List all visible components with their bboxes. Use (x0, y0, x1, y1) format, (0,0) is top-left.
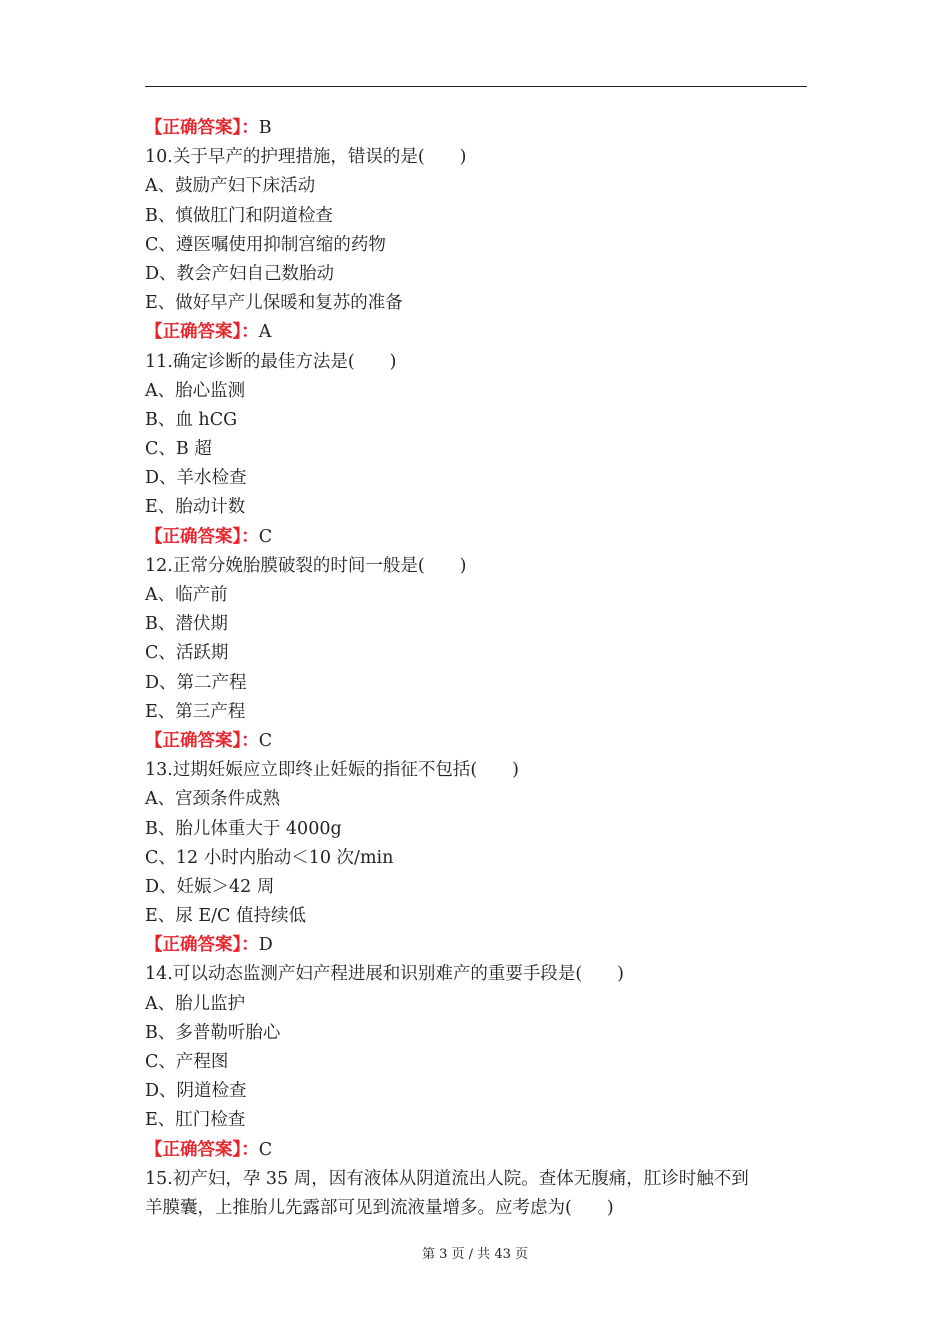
question-text-line: C、遵医嘱使用抑制宫缩的药物 (145, 234, 386, 255)
correct-answer-line (145, 1136, 807, 1165)
correct-answer-label: 【正确答案】 (145, 322, 242, 343)
question-text-line: 11.确定诊断的最佳方法是( ) (145, 351, 397, 372)
correct-answer-value: C (258, 730, 273, 751)
correct-answer-colon: ： (241, 526, 259, 547)
correct-answer-line (145, 114, 807, 143)
question-text-line: E、胎动计数 (145, 497, 246, 518)
question-text-line: C、B 超 (145, 439, 212, 460)
correct-answer-value: D (258, 935, 273, 956)
question-text-line: B、血 hCG (145, 409, 238, 430)
question-text-line: E、肛门检查 (145, 1110, 246, 1131)
question-text-line: E、做好早产儿保暖和复苏的准备 (145, 293, 403, 314)
header-rule (145, 86, 807, 87)
correct-answer-colon: ： (241, 730, 259, 751)
question-text-line: B、潜伏期 (145, 614, 228, 635)
question-text-line: E、尿 E/C 值持续低 (145, 906, 306, 927)
correct-answer-colon: ： (241, 935, 259, 956)
question-text-line: A、宫颈条件成熟 (145, 789, 281, 810)
correct-answer-colon: ： (241, 118, 259, 138)
question-text-line: A、临产前 (145, 585, 228, 605)
question-text-line: D、教会产妇自己数胎动 (145, 263, 335, 284)
question-text-line: D、阴道检查 (145, 1081, 247, 1102)
correct-answer-label: 【正确答案】 (145, 118, 242, 138)
question-text-line: C、活跃期 (145, 643, 229, 664)
correct-answer-value: C (258, 526, 273, 547)
correct-answer-line (145, 727, 807, 756)
correct-answer-line (145, 318, 807, 347)
question-text-line: A、胎心监测 (145, 380, 246, 401)
correct-answer-label: 【正确答案】 (145, 935, 242, 956)
correct-answer-line (145, 523, 807, 552)
correct-answer-colon: ： (241, 1139, 259, 1160)
question-content (145, 114, 807, 1223)
question-text-line: 12.正常分娩胎膜破裂的时间一般是( ) (145, 555, 467, 576)
correct-answer-value: C (258, 1139, 273, 1160)
question-text-line: B、慎做肛门和阴道检查 (145, 205, 333, 226)
correct-answer-value: B (258, 118, 272, 138)
page-footer: 第 3 页 / 共 43 页 (422, 1247, 528, 1262)
question-text-line: 14.可以动态监测产妇产程进展和识别难产的重要手段是( ) (145, 964, 624, 985)
question-text-line: E、第三产程 (145, 701, 246, 722)
question-text-line: B、胎儿体重大于 4000g (145, 818, 342, 839)
question-text-line: B、多普勒听胎心 (145, 1022, 281, 1043)
correct-answer-label: 【正确答案】 (145, 730, 242, 751)
question-text-line: D、羊水检查 (145, 468, 247, 489)
question-text-line: A、胎儿监护 (145, 993, 246, 1014)
question-text-line: A、鼓励产妇下床活动 (145, 176, 316, 197)
question-text-line: 15.初产妇，孕 35 周，因有液体从阴道流出人院。查体无腹痛，肛诊时触不到 (145, 1168, 749, 1189)
question-text-line: 羊膜囊，上推胎儿先露部可见到流液量增多。应考虑为( ) (145, 1197, 614, 1218)
correct-answer-colon: ： (241, 322, 259, 343)
question-text-line: 10.关于早产的护理措施，错误的是( ) (145, 147, 467, 168)
question-text-line: D、第二产程 (145, 672, 247, 693)
correct-answer-label: 【正确答案】 (145, 1139, 242, 1160)
correct-answer-line (145, 931, 807, 960)
correct-answer-label: 【正确答案】 (145, 526, 242, 547)
question-text-line: C、产程图 (145, 1052, 229, 1072)
correct-answer-value: A (258, 322, 272, 343)
question-text-line: D、妊娠＞42 周 (145, 876, 275, 897)
question-text-line: 13.过期妊娠应立即终止妊娠的指征不包括( ) (145, 760, 519, 781)
question-text-line: C、12 小时内胎动＜10 次/min (145, 847, 394, 868)
